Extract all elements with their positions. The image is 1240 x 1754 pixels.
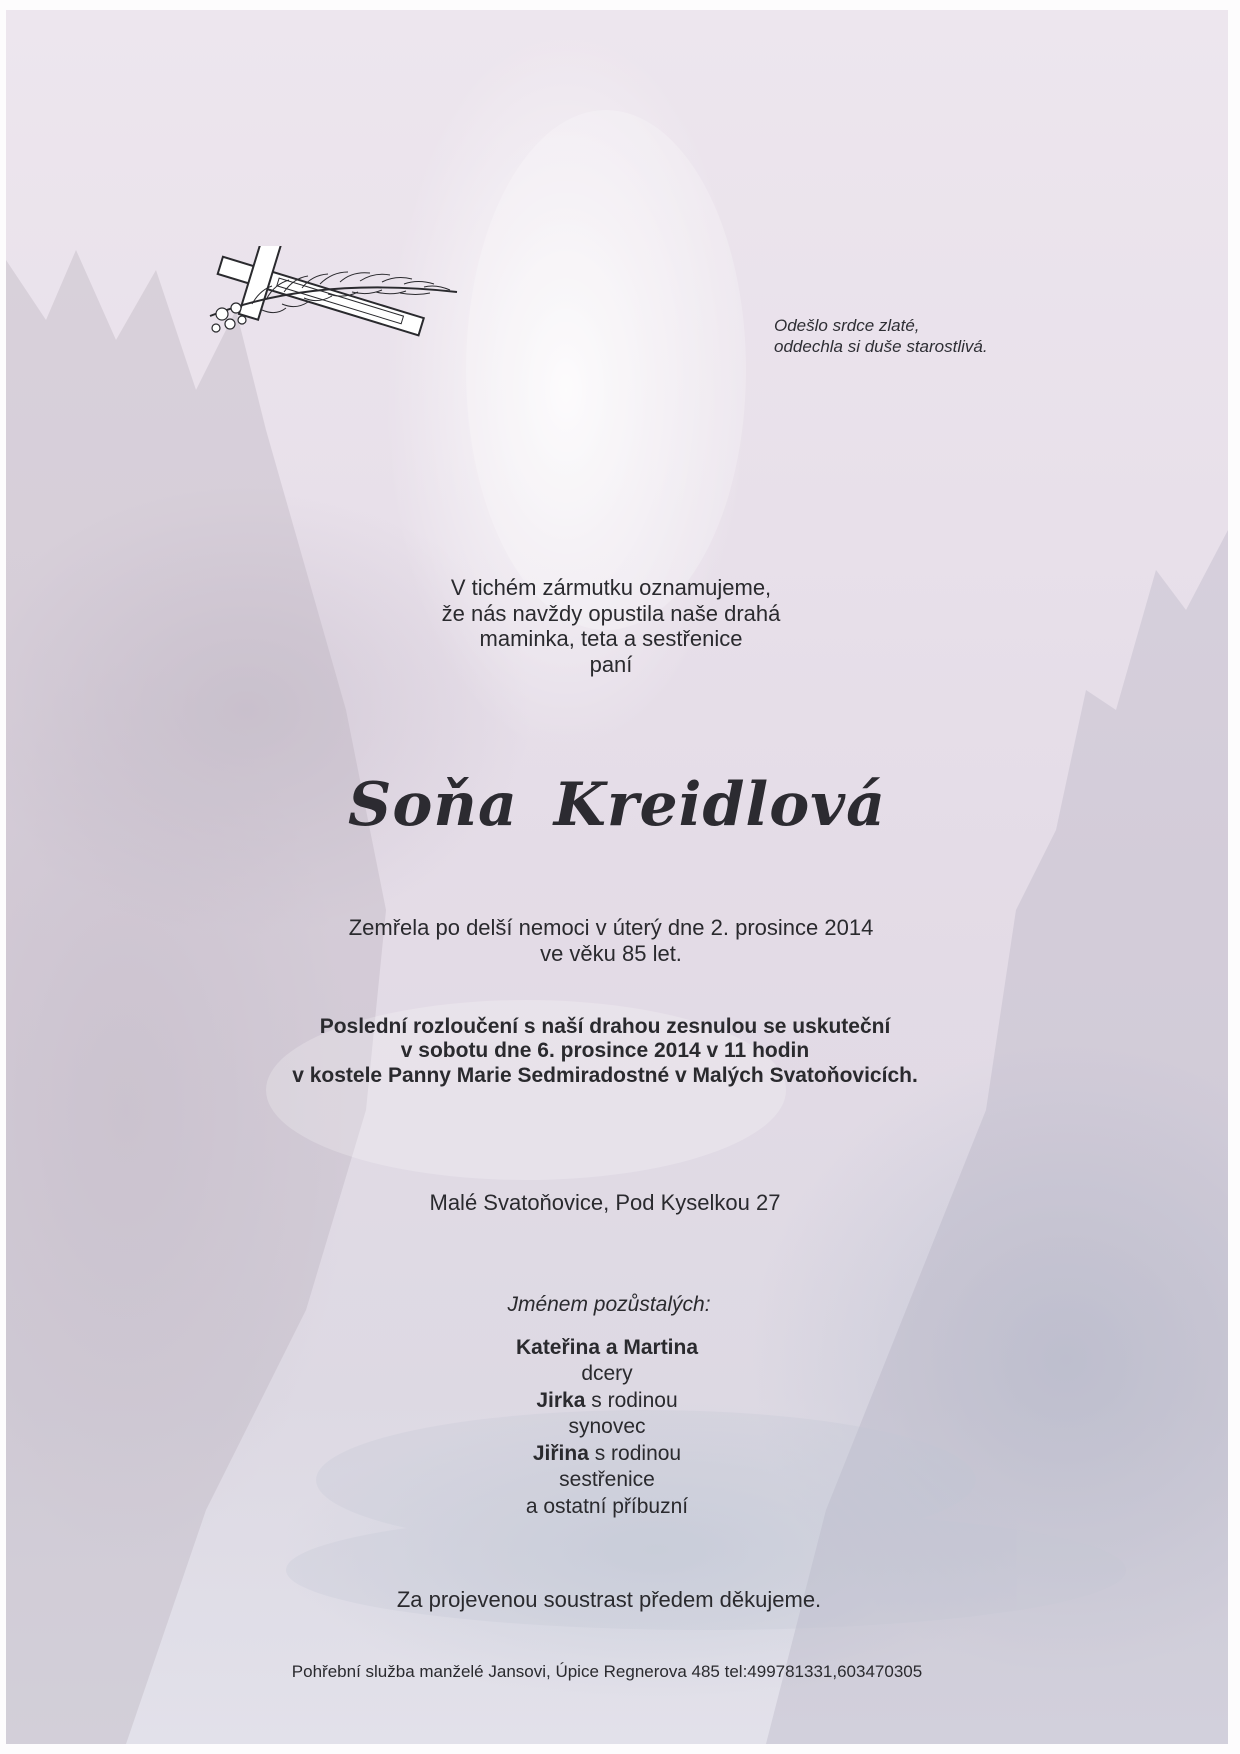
family-address: Malé Svatoňovice, Pod Kyselkou 27 <box>429 1190 781 1215</box>
memorial-quote <box>774 316 1074 357</box>
death-info <box>6 915 1222 966</box>
announcement-line-2: že nás navždy opustila naše drahá <box>441 600 781 626</box>
survivor-line <box>6 1494 1218 1520</box>
survivor-relation: sestřenice <box>559 1468 655 1492</box>
death-info-line-1: Zemřela po delší nemoci v úterý dne 2. prosince 2014 <box>348 915 874 940</box>
announcement-line-3: maminka, teta a sestřenice <box>479 626 743 652</box>
survivor-relation: dcery <box>581 1362 633 1386</box>
survivor-line <box>6 1467 1218 1493</box>
survivor-line <box>6 1388 1218 1414</box>
deceased-name: Soňa Kreidlová <box>348 770 886 840</box>
funeral-service-footer: Pohřební služba manželé Jansovi, Úpice Regnerova 485 tel:499781331,603470305 <box>291 1662 923 1681</box>
funeral-info <box>6 1015 1216 1088</box>
survivor-line <box>6 1361 1218 1387</box>
funeral-line-2: v sobotu dne 6. prosince 2014 v 11 hodin <box>400 1039 810 1063</box>
quote-line-2: oddechla si duše starostlivá. <box>774 336 988 356</box>
survivor-line <box>6 1335 1218 1361</box>
survivor-relation: s rodinou <box>588 1441 682 1465</box>
funeral-line-1: Poslední rozloučení s naší drahou zesnulou se uskuteční <box>319 1015 891 1038</box>
survivor-name: Jiřina <box>532 1441 589 1465</box>
quote-line-1: Odešlo srdce zlaté, <box>774 316 920 335</box>
survivors-label: Jménem pozůstalých: <box>507 1293 711 1316</box>
survivor-relation: s rodinou <box>585 1388 678 1412</box>
survivor-line <box>6 1441 1218 1467</box>
thanks-line: Za projevenou soustrast předem děkujeme. <box>396 1587 822 1612</box>
survivors-list <box>6 1335 1218 1520</box>
survivor-name: Jirka <box>536 1388 586 1412</box>
survivor-relation: a ostatní příbuzní <box>525 1494 689 1518</box>
funeral-line-3: v kostele Panny Marie Sedmiradostné v Malých Svatoňovicích. <box>292 1063 918 1087</box>
survivor-relation: synovec <box>568 1415 646 1439</box>
survivor-line <box>6 1414 1218 1440</box>
announcement <box>6 575 1222 677</box>
announcement-line-1: V tichém zármutku oznamujeme, <box>450 575 772 600</box>
survivor-name: Kateřina a Martina <box>515 1336 699 1359</box>
announcement-line-4: paní <box>589 651 633 677</box>
cross-with-palm-branch-icon <box>192 246 492 366</box>
notice-sheet <box>6 10 1228 1744</box>
death-info-line-2: ve věku 85 let. <box>540 940 682 966</box>
